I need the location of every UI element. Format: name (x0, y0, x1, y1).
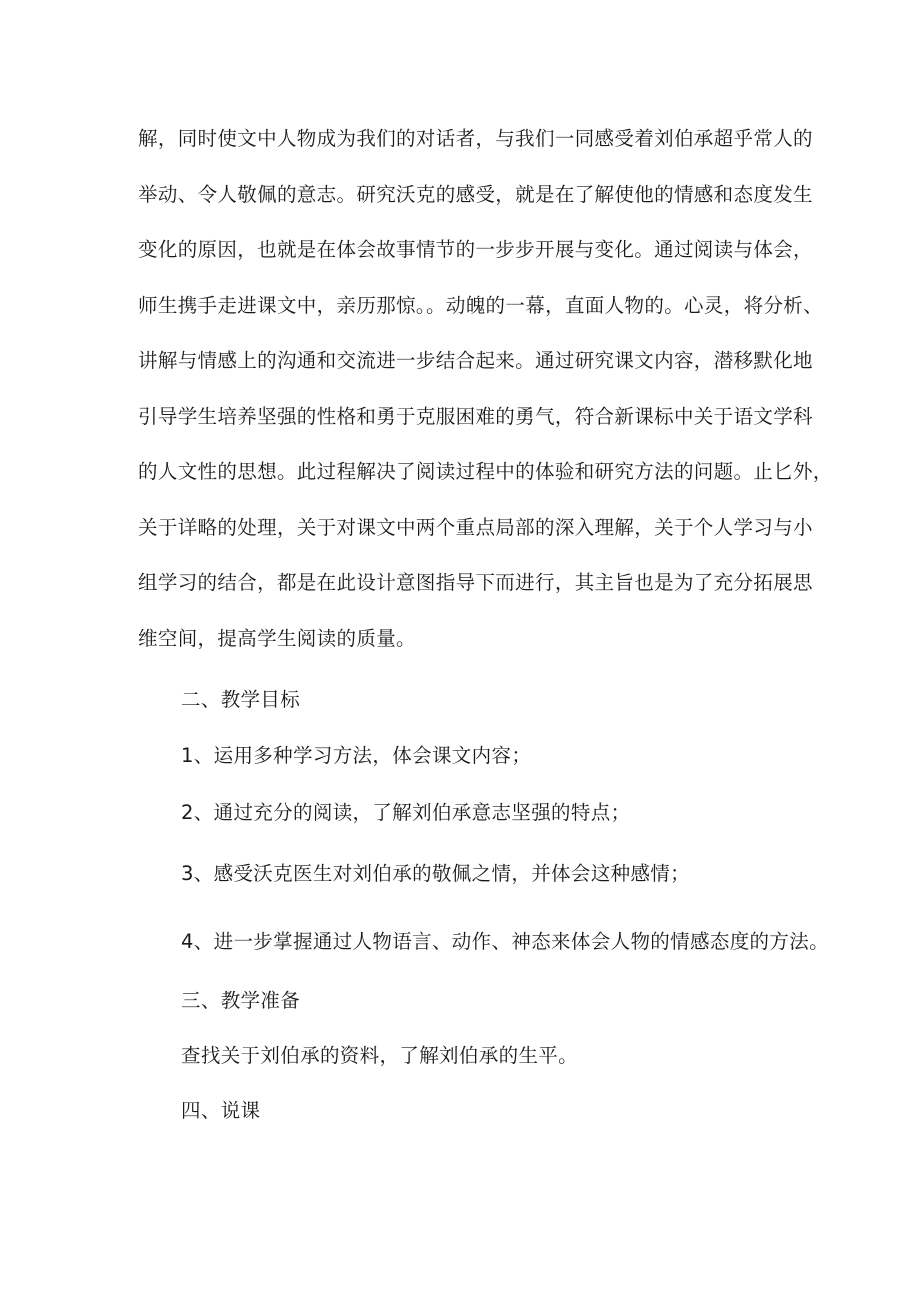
section-heading-teaching-preparation: 三、教学准备 (181, 989, 301, 1012)
section-heading-lecture: 四、说课 (181, 1099, 261, 1122)
paragraph-line: 变化的原因，也就是在体会故事情节的一步步开展与变化。通过阅读与体会， (138, 238, 813, 261)
paragraph-line: 师生携手走进课文中，亲历那惊。。动魄的一幕，直面人物的。心灵，将分析、 (138, 294, 824, 317)
paragraph-line: 的人文性的思想。此过程解决了阅读过程中的体验和研究方法的问题。止匕外， (138, 460, 833, 483)
paragraph-line: 解，同时使文中人物成为我们的对话者，与我们一同感受着刘伯承超乎常人的 (138, 127, 813, 150)
paragraph-line: 关于详略的处理，关于对课文中两个重点局部的深入理解，关于个人学习与小 (138, 516, 813, 539)
goal-item: 3、感受沃克医生对刘伯承的敬佩之情，并体会这种感情； (181, 862, 691, 885)
goal-item: 1、运用多种学习方法，体会课文内容； (181, 744, 532, 767)
goal-item: 2、通过充分的阅读，了解刘伯承意志坚强的特点； (181, 801, 631, 824)
goal-item: 4、进一步掌握通过人物语言、动作、神态来体会人物的情感态度的方法。 (181, 930, 829, 953)
paragraph-line: 举动、令人敬佩的意志。研究沃克的感受，就是在了解使他的情感和态度发生 (138, 183, 813, 206)
paragraph-line: 引导学生培养坚强的性格和勇于克服困难的勇气，符合新课标中关于语文学科 (138, 405, 813, 428)
paragraph-line: 维空间，提高学生阅读的质量。 (138, 627, 416, 650)
paragraph-line: 讲解与情感上的沟通和交流进一步结合起来。通过研究课文内容，潜移默化地 (138, 349, 813, 372)
paragraph-line: 组学习的结合，都是在此设计意图指导下而进行，其主旨也是为了充分拓展思 (138, 571, 813, 594)
preparation-text: 查找关于刘伯承的资料，了解刘伯承的生平。 (181, 1044, 579, 1067)
section-heading-teaching-goals: 二、教学目标 (181, 688, 301, 711)
